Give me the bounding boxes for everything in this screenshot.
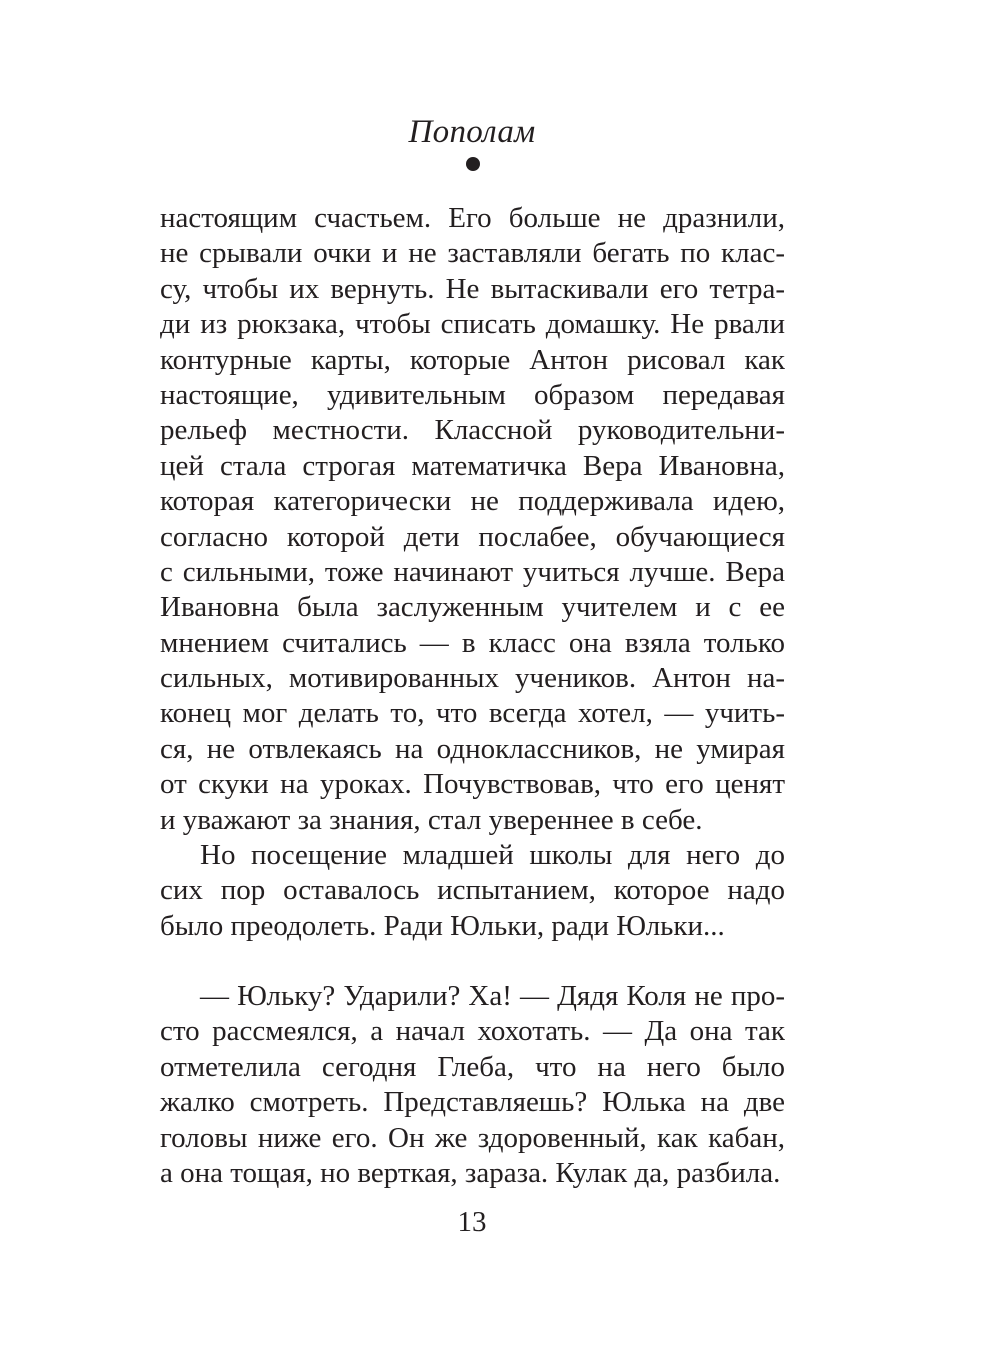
text-line: и уважают за знания, стал увереннее в себе. bbox=[160, 803, 703, 836]
text-line: от скуки на уроках. Почувствовав, что его ценят bbox=[160, 768, 785, 801]
text-line: рельеф местности. Классной руководительни- bbox=[160, 414, 785, 447]
text-line: мнением считались — в класс она взяла только bbox=[160, 626, 785, 659]
text-line: — Юльку? Ударили? Ха! — Дядя Коля не про- bbox=[200, 980, 785, 1012]
text-line: которая категорически не поддерживала идею, bbox=[160, 485, 785, 518]
text-line: отметелила сегодня Глеба, что на него было bbox=[160, 1050, 785, 1083]
text-line: настоящие, удивительным образом передавая bbox=[160, 378, 785, 411]
text-line: было преодолеть. Ради Юльки, ради Юльки... bbox=[160, 909, 725, 942]
text-line: с сильными, тоже начинают учиться лучше. Вера bbox=[160, 555, 785, 588]
bullet-ornament bbox=[466, 157, 480, 171]
text-line: цей стала строгая математичка Вера Ивановна, bbox=[160, 449, 785, 482]
text-line: ди из рюкзака, чтобы списать домашку. Не рвали bbox=[160, 308, 785, 341]
text-line: головы ниже его. Он же здоровенный, как кабан, bbox=[160, 1121, 785, 1154]
paragraph-2 bbox=[160, 838, 785, 944]
text-line: жалко смотреть. Представляешь? Юлька на две bbox=[160, 1086, 785, 1119]
text-line: настоящим счастьем. Его больше не дразнили, bbox=[160, 202, 785, 234]
text-block-upper bbox=[160, 201, 785, 944]
text-line: сильных, мотивированных учеников. Антон на- bbox=[160, 662, 785, 695]
text-line: су, чтобы их вернуть. Не вытаскивали его тетра- bbox=[160, 272, 785, 305]
text-line: Ивановна была заслуженным учителем и с ее bbox=[160, 591, 785, 624]
paragraph-1 bbox=[160, 201, 785, 838]
text-line: ся, не отвлекаясь на одноклассников, не умирая bbox=[160, 732, 785, 765]
text-line: согласно которой дети послабее, обучающиеся bbox=[160, 520, 785, 553]
text-block-lower bbox=[160, 979, 785, 1191]
text-line: не срывали очки и не заставляли бегать по клас- bbox=[160, 237, 785, 270]
text-line: Но посещение младшей школы для него до bbox=[200, 839, 785, 872]
page-number: 13 bbox=[457, 1206, 487, 1238]
text-line: сих пор оставалось испытанием, которое надо bbox=[160, 874, 785, 907]
text-line: конец мог делать то, что всегда хотел, — учить- bbox=[160, 697, 785, 730]
running-head: Пополам bbox=[408, 114, 536, 150]
paragraph-3 bbox=[160, 979, 785, 1191]
text-line: а она тощая, но верткая, зараза. Кулак да, разбила. bbox=[160, 1156, 781, 1189]
text-line: сто рассмеялся, а начал хохотать. — Да она так bbox=[160, 1015, 785, 1048]
text-line: контурные карты, которые Антон рисовал как bbox=[160, 343, 785, 376]
